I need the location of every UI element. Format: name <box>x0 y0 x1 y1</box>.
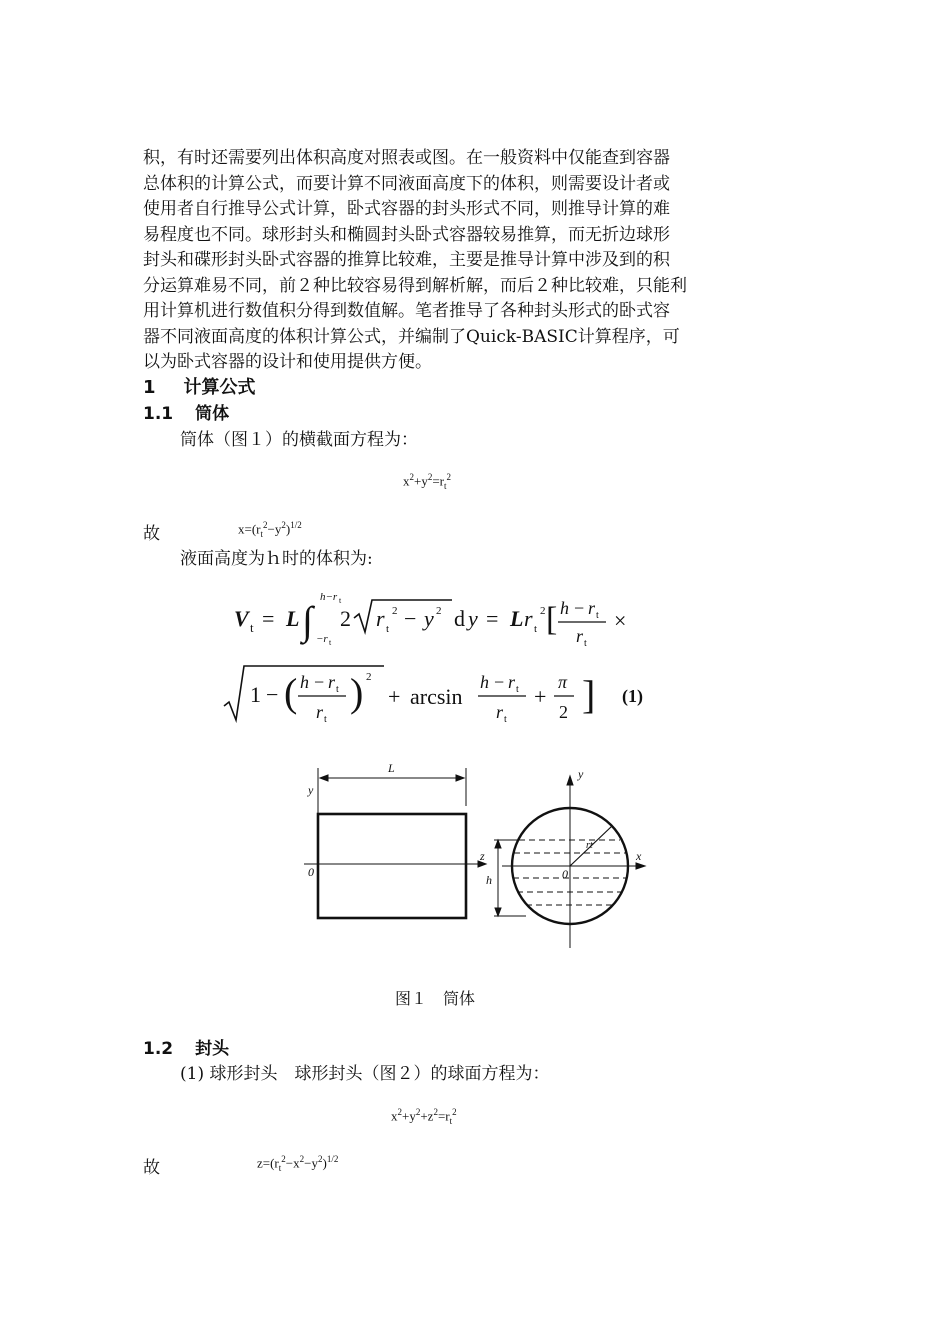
equation-z: $z=(r_t^2-x^2-y^2)^{1/2}$ <box>257 1154 339 1173</box>
label-radius: rt <box>586 840 593 851</box>
svg-text:h: h <box>480 672 489 692</box>
svg-text:−: − <box>404 606 417 631</box>
svg-text:r: r <box>508 672 516 692</box>
section-1-1-heading <box>143 399 229 424</box>
section-title: 计算公式 <box>183 377 256 398</box>
svg-text:×: × <box>614 608 627 633</box>
intro-line: 器不同液面高度的体积计算公式，并编制了Quick-BASIC计算程序，可 <box>143 326 680 347</box>
intro-line: 总体积的计算公式，而要计算不同液面高度下的体积，则需要设计者或 <box>143 173 670 194</box>
svg-text:=: = <box>486 606 499 631</box>
svg-text:L: L <box>510 606 524 631</box>
svg-text:]: ] <box>582 672 596 717</box>
label-z: z <box>480 849 485 863</box>
svg-text:2: 2 <box>392 605 398 617</box>
svg-text:arcsin: arcsin <box>410 684 463 709</box>
cross-section-text: 筒体（图１）的横截面方程为： <box>180 430 418 450</box>
svg-text:t: t <box>250 620 254 635</box>
svg-text:h: h <box>560 598 569 618</box>
svg-text:t: t <box>534 623 538 635</box>
svg-text:r: r <box>576 626 584 646</box>
svg-text:∫: ∫ <box>302 598 313 643</box>
intro-line: 封头和碟形封头卧式容器的推算比较难，主要是推导计算中涉及到的积 <box>143 250 670 270</box>
svg-text:−: − <box>494 672 505 692</box>
svg-text:−r: −r <box>316 633 328 645</box>
label-x: x <box>636 849 642 863</box>
svg-text:t: t <box>596 610 599 621</box>
intro-line: 积，有时还需要列出体积高度对照表或图。在一般资料中仅能查到容器 <box>143 148 670 168</box>
svg-text:+: + <box>388 684 401 709</box>
label-y-right: y <box>578 767 584 781</box>
svg-text:2: 2 <box>540 605 546 617</box>
svg-text:+: + <box>534 684 547 709</box>
spherical-head-text: (1) 球形封头 球形封头（图２）的球面方程为： <box>180 1064 550 1084</box>
equation-x: $x=(r_t^2-y^2)^{1/2}$ <box>238 520 302 539</box>
svg-text:t: t <box>329 638 332 647</box>
svg-text:2: 2 <box>559 702 568 722</box>
svg-text:h: h <box>300 672 309 692</box>
svg-text:d: d <box>454 606 465 631</box>
svg-text:y: y <box>468 606 478 631</box>
svg-text:t: t <box>584 638 587 649</box>
svg-text:t: t <box>339 596 342 605</box>
svg-text:y: y <box>424 606 434 631</box>
intro-line: 使用者自行推导公式计算，卧式容器的封头形式不同，则推导计算的难 <box>143 199 670 219</box>
intro-line: 以为卧式容器的设计和使用提供方便。 <box>143 352 432 372</box>
svg-text:r: r <box>376 606 385 631</box>
svg-text:t: t <box>336 684 339 695</box>
section-title: 封头 <box>195 1039 230 1059</box>
figure-1-cylinder <box>290 758 670 958</box>
svg-text:r: r <box>316 702 324 722</box>
svg-text:2: 2 <box>366 671 372 683</box>
volume-text: 液面高度为ｈ时的体积为: <box>180 549 373 569</box>
therefore-label: 故 <box>143 524 160 544</box>
svg-text:−: − <box>574 598 585 618</box>
label-origin-right: 0 <box>562 867 568 881</box>
svg-text:2: 2 <box>340 606 351 631</box>
svg-text:t: t <box>504 714 507 725</box>
svg-text:1: 1 <box>250 682 261 707</box>
section-number: 1.2 <box>143 1039 174 1059</box>
svg-text:2: 2 <box>436 605 442 617</box>
svg-text:[: [ <box>546 601 558 638</box>
intro-line: 易程度也不同。球形封头和椭圆封头卧式容器较易推算，而无折边球形 <box>143 224 670 245</box>
section-title: 筒体 <box>195 404 230 424</box>
section-1-2-heading <box>143 1034 229 1059</box>
svg-text:V: V <box>234 606 249 631</box>
svg-text:L: L <box>286 606 300 631</box>
svg-text:t: t <box>386 623 390 635</box>
svg-text:t: t <box>324 714 327 725</box>
intro-paragraph <box>143 146 738 376</box>
section-number: 1 <box>143 377 156 398</box>
label-origin-left: 0 <box>308 865 314 879</box>
label-h: h <box>486 873 492 887</box>
section-1-heading <box>143 373 256 399</box>
svg-text:r: r <box>496 702 504 722</box>
equation-circle: $x^2+y^2=r_t^2$ <box>403 472 452 491</box>
figure-1-caption: 图１ 筒体 <box>395 989 476 1008</box>
svg-text:r: r <box>588 598 596 618</box>
svg-text:(: ( <box>284 670 298 715</box>
svg-text:): ) <box>350 670 364 715</box>
svg-text:−: − <box>266 682 279 707</box>
section-number: 1.1 <box>143 404 174 424</box>
therefore-label-2: 故 <box>143 1158 160 1178</box>
svg-text:−: − <box>314 672 325 692</box>
label-y-left: y <box>308 783 314 797</box>
formula-number: (1) <box>622 686 643 706</box>
intro-line: 用计算机进行数值积分得到数值解。笔者推导了各种封头形式的卧式容 <box>143 301 670 321</box>
formula-1 <box>220 584 680 734</box>
svg-text:=: = <box>262 606 275 631</box>
intro-line: 分运算难易不同，前２种比较容易得到解析解，而后２种比较难，只能利 <box>143 275 687 296</box>
svg-text:r: r <box>328 672 336 692</box>
equation-sphere: $x^2+y^2+z^2=r_t^2$ <box>391 1107 457 1126</box>
svg-text:h−r: h−r <box>320 591 338 603</box>
svg-text:π: π <box>558 672 568 692</box>
svg-text:t: t <box>516 684 519 695</box>
label-L: L <box>388 761 395 775</box>
svg-text:r: r <box>524 606 533 631</box>
